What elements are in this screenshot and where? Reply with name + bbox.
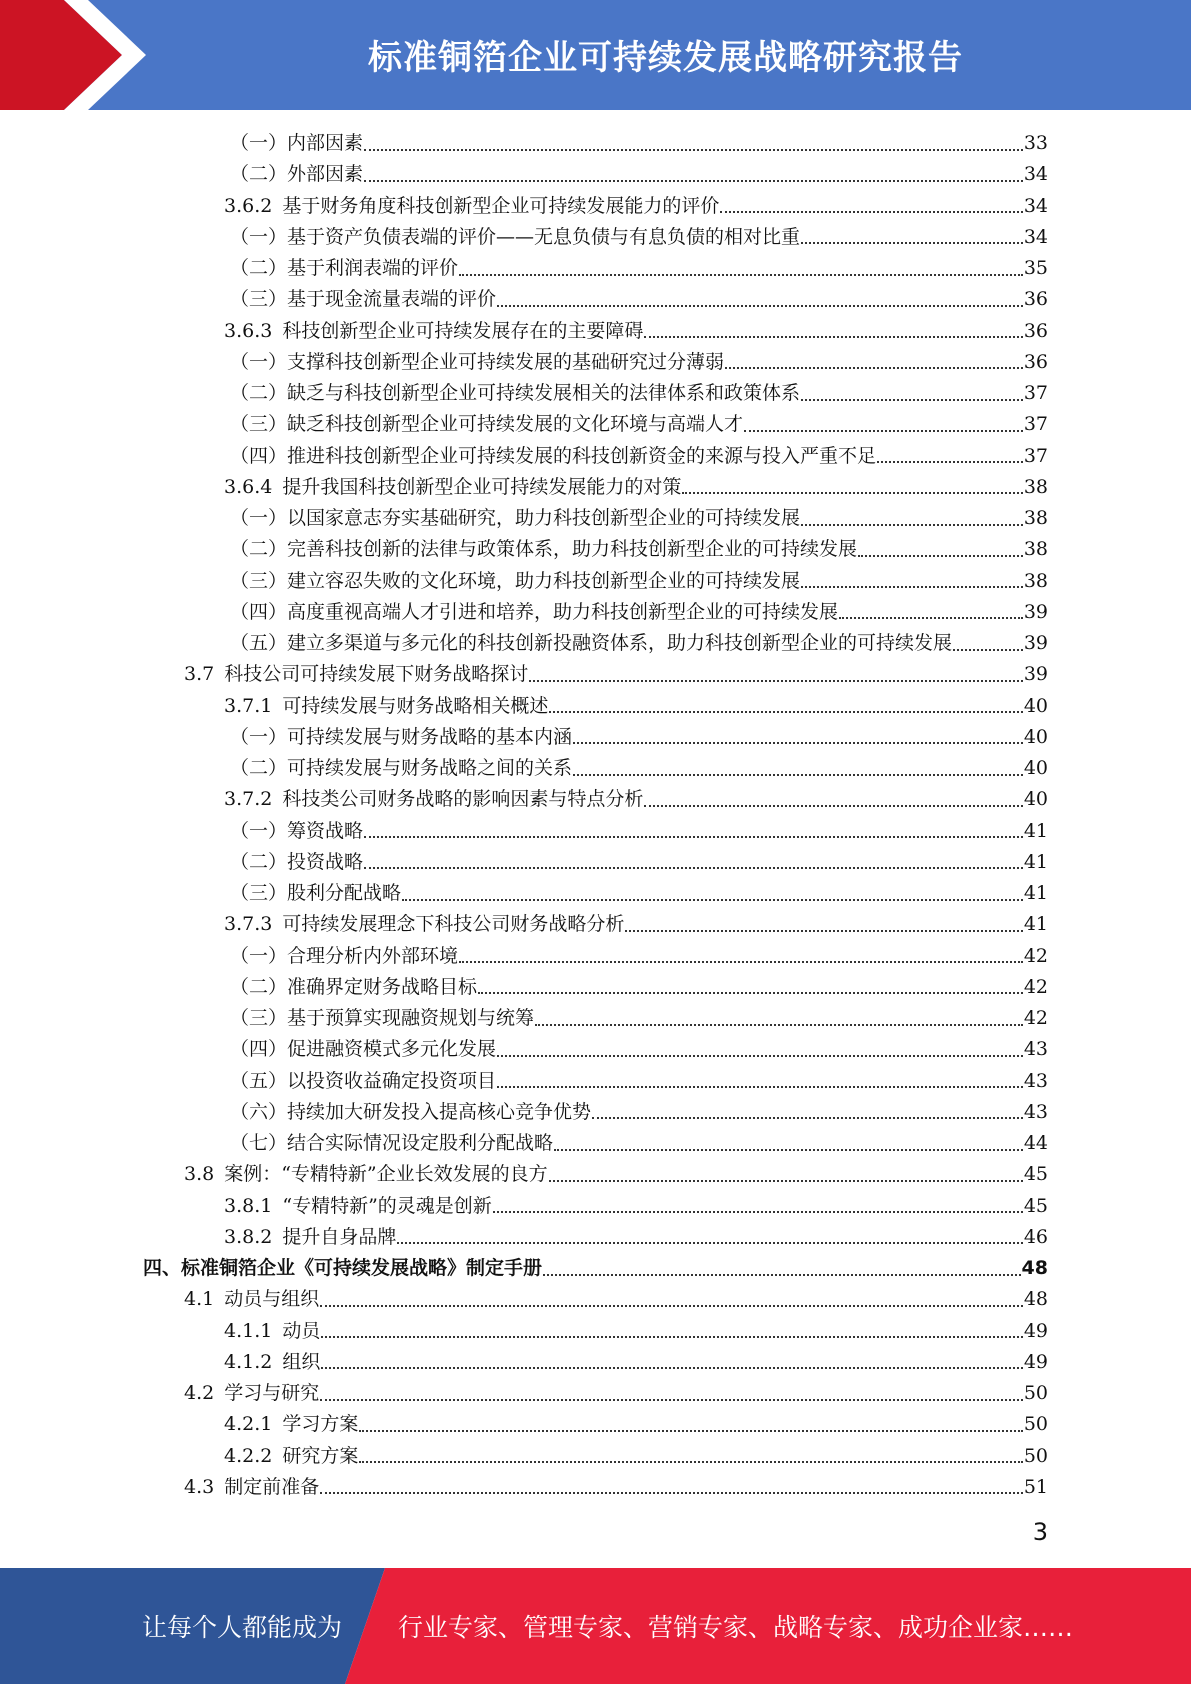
toc-entry-number: 4.3: [184, 1475, 215, 1498]
toc-entry-page: 34: [1023, 225, 1048, 248]
toc-dot-leader: [858, 555, 1023, 557]
toc-entry[interactable]: [143, 1253, 1048, 1284]
toc-entry-title: （七）结合实际情况设定股利分配战略: [230, 1132, 554, 1154]
toc-entry[interactable]: [230, 816, 1048, 847]
toc-entry-page: 39: [1023, 600, 1048, 623]
toc-entry[interactable]: [230, 628, 1048, 659]
toc-entry-page: 41: [1023, 882, 1048, 904]
toc-entry-page: 36: [1023, 288, 1048, 311]
toc-entry-number: 3.7.2: [224, 788, 273, 811]
toc-entry-title: （二）基于利润表端的评价: [230, 257, 459, 279]
toc-entry[interactable]: [230, 159, 1048, 190]
toc-dot-leader: [397, 1242, 1022, 1244]
toc-dot-leader: [839, 617, 1023, 619]
toc-entry-page: 39: [1023, 632, 1048, 654]
toc-dot-leader: [573, 742, 1023, 744]
toc-entry-page: 51: [1023, 1475, 1048, 1498]
toc-dot-leader: [877, 461, 1023, 463]
toc-entry-title: 学习方案: [282, 1413, 359, 1436]
toc-entry[interactable]: [230, 128, 1048, 159]
toc-entry-page: 50: [1023, 1444, 1048, 1467]
toc-entry-title: 基于财务角度科技创新型企业可持续发展能力的评价: [282, 194, 720, 217]
toc-entry-title: （二）外部因素: [230, 163, 364, 186]
toc-entry-page: 40: [1023, 725, 1048, 748]
toc-entry-page: 40: [1023, 757, 1048, 779]
toc-entry-title: 动员与组织: [224, 1288, 320, 1311]
toc-dot-leader: [801, 586, 1023, 588]
toc-entry-page: 38: [1023, 569, 1048, 592]
toc-dot-leader: [359, 1461, 1022, 1463]
toc-entry-page: 41: [1023, 819, 1048, 842]
toc-entry-page: 43: [1023, 1038, 1048, 1061]
toc-entry-number: 3.7.3: [224, 913, 273, 936]
toc-entry-page: 46: [1023, 1225, 1048, 1248]
toc-entry[interactable]: [230, 409, 1048, 440]
toc-entry-title: 可持续发展与财务战略相关概述: [282, 694, 549, 717]
toc-entry[interactable]: [224, 1409, 1048, 1440]
toc-entry-title: 可持续发展理念下科技公司财务战略分析: [282, 913, 625, 936]
toc-entry-title: （一）以国家意志夯实基础研究，助力科技创新型企业的可持续发展: [230, 507, 801, 529]
toc-entry-page: 50: [1023, 1382, 1048, 1404]
toc-entry-number: 3.6.2: [224, 194, 273, 217]
toc-dot-leader: [459, 961, 1023, 963]
toc-entry-title: （一）筹资战略: [230, 819, 364, 842]
toc-dot-leader: [720, 211, 1022, 213]
toc-entry-title: （一）合理分析内外部环境: [230, 944, 459, 967]
toc-entry-page: 34: [1023, 194, 1048, 217]
toc-entry[interactable]: [230, 534, 1048, 565]
toc-entry-page: 50: [1023, 1413, 1048, 1436]
toc-entry-title: （四）高度重视高端人才引进和培养，助力科技创新型企业的可持续发展: [230, 600, 839, 623]
toc-entry-title: （三）缺乏科技创新型企业可持续发展的文化环境与高端人才: [230, 413, 744, 436]
toc-dot-leader: [364, 180, 1023, 182]
toc-entry-title: 组织: [282, 1350, 321, 1373]
toc-entry[interactable]: [224, 1222, 1048, 1253]
toc-entry-page: 43: [1023, 1100, 1048, 1123]
toc-dot-leader: [497, 305, 1023, 307]
toc-dot-leader: [459, 274, 1023, 276]
toc-entry[interactable]: [224, 784, 1048, 815]
toc-entry-page: 37: [1023, 413, 1048, 436]
toc-entry[interactable]: [184, 1159, 1048, 1190]
toc-entry-page: 49: [1023, 1319, 1048, 1342]
footer-slogan-right: 行业专家、管理专家、营销专家、战略专家、成功企业家……: [398, 1613, 1074, 1642]
toc-dot-leader: [573, 774, 1023, 776]
toc-dot-leader: [493, 1211, 1023, 1213]
toc-dot-leader: [320, 1492, 1023, 1494]
toc-dot-leader: [543, 1274, 1021, 1276]
toc-entry-title: （三）基于现金流量表端的评价: [230, 288, 497, 311]
toc-entry-title: （四）推进科技创新型企业可持续发展的科技创新资金的来源与投入严重不足: [230, 444, 877, 467]
toc-entry-page: 49: [1023, 1350, 1048, 1373]
toc-dot-leader: [549, 711, 1022, 713]
toc-entry[interactable]: [184, 1472, 1048, 1503]
toc-entry[interactable]: [224, 1316, 1048, 1347]
toc-entry-page: 45: [1023, 1163, 1048, 1186]
toc-entry-title: 四、标准铜箔企业《可持续发展战略》制定手册: [143, 1257, 543, 1279]
toc-entry[interactable]: [184, 1378, 1048, 1409]
toc-entry[interactable]: [230, 566, 1048, 597]
toc-dot-leader: [801, 524, 1023, 526]
toc-entry-page: 36: [1023, 319, 1048, 342]
toc-entry-number: 4.2.2: [224, 1444, 273, 1467]
toc-dot-leader: [744, 430, 1023, 432]
toc-dot-leader: [625, 930, 1022, 932]
toc-dot-leader: [478, 992, 1023, 994]
toc-entry-number: 4.1.1: [224, 1319, 273, 1342]
toc-dot-leader: [535, 1024, 1023, 1026]
toc-entry-title: （三）基于预算实现融资规划与统筹: [230, 1007, 535, 1029]
toc-dot-leader: [529, 680, 1023, 682]
toc-entry-title: 提升自身品牌: [282, 1225, 397, 1248]
toc-entry[interactable]: [230, 847, 1048, 878]
toc-dot-leader: [554, 1149, 1023, 1151]
toc-entry[interactable]: [224, 191, 1048, 222]
toc-entry-number: 3.8.2: [224, 1225, 273, 1248]
toc-entry-title: （五）以投资收益确定投资项目: [230, 1069, 497, 1092]
toc-entry[interactable]: [230, 1128, 1048, 1159]
toc-entry[interactable]: [230, 222, 1048, 253]
toc-entry-title: （二）投资战略: [230, 850, 364, 873]
toc-entry-title: “专精特新”的灵魂是创新: [282, 1194, 492, 1217]
toc-dot-leader: [359, 1430, 1022, 1432]
toc-entry-number: 3.8.1: [224, 1194, 273, 1217]
toc-entry-number: 3.7: [184, 663, 215, 686]
footer-slogan-left: 让每个人都能成为: [142, 1613, 343, 1642]
toc-entry-page: 38: [1023, 538, 1048, 561]
toc-entry-number: 3.6.4: [224, 475, 273, 498]
toc-entry-page: 36: [1023, 350, 1048, 373]
toc-entry-page: 35: [1023, 257, 1048, 279]
report-title: 标准铜箔企业可持续发展战略研究报告: [368, 38, 963, 78]
toc-dot-leader: [321, 1367, 1022, 1369]
toc-entry[interactable]: [230, 284, 1048, 315]
toc-entry[interactable]: [230, 1034, 1048, 1065]
toc-entry-title: 科技类公司财务战略的影响因素与特点分析: [282, 788, 644, 811]
toc-entry[interactable]: [224, 909, 1048, 940]
toc-entry-page: 48: [1021, 1257, 1048, 1279]
toc-dot-leader: [320, 1305, 1023, 1307]
toc-entry-page: 40: [1023, 694, 1048, 717]
toc-entry[interactable]: [230, 1003, 1048, 1034]
toc-entry-title: 制定前准备: [224, 1475, 320, 1498]
toc-entry[interactable]: [230, 253, 1048, 284]
toc-dot-leader: [682, 492, 1022, 494]
page-header: [0, 0, 1191, 110]
toc-dot-leader: [497, 1086, 1023, 1088]
toc-entry-title: （一）可持续发展与财务战略的基本内涵: [230, 725, 573, 748]
toc-entry[interactable]: [230, 753, 1048, 784]
toc-entry-page: 44: [1023, 1132, 1048, 1154]
toc-entry-title: （一）内部因素: [230, 132, 364, 154]
toc-entry[interactable]: [230, 1066, 1048, 1097]
toc-entry-number: 4.1.2: [224, 1350, 273, 1373]
toc-entry-number: 4.2: [184, 1382, 215, 1404]
toc-dot-leader: [364, 149, 1023, 151]
toc-entry-title: 学习与研究: [224, 1382, 320, 1404]
toc-entry[interactable]: [224, 1441, 1048, 1472]
toc-entry-title: （二）准确界定财务战略目标: [230, 975, 478, 998]
toc-dot-leader: [801, 399, 1023, 401]
toc-entry[interactable]: [224, 1347, 1048, 1378]
toc-entry[interactable]: [224, 691, 1048, 722]
toc-entry-title: （六）持续加大研发投入提高核心竞争优势: [230, 1100, 592, 1123]
toc-entry-title: 科技创新型企业可持续发展存在的主要障碍: [282, 319, 644, 342]
toc-entry-number: 3.7.1: [224, 694, 273, 717]
toc-dot-leader: [364, 867, 1023, 869]
toc-entry-page: 42: [1023, 944, 1048, 967]
toc-entry-page: 42: [1023, 975, 1048, 998]
toc-entry[interactable]: [230, 1097, 1048, 1128]
toc-entry-page: 41: [1023, 850, 1048, 873]
toc-entry-title: （一）支撑科技创新型企业可持续发展的基础研究过分薄弱: [230, 350, 725, 373]
toc-entry[interactable]: [230, 941, 1048, 972]
toc-entry-number: 3.8: [184, 1163, 215, 1186]
toc-entry-page: 41: [1023, 913, 1048, 936]
toc-entry-title: 科技公司可持续发展下财务战略探讨: [224, 663, 529, 686]
toc-entry-title: 案例：“专精特新”企业长效发展的良方: [224, 1163, 548, 1186]
toc-dot-leader: [725, 367, 1023, 369]
toc-entry-page: 42: [1023, 1007, 1048, 1029]
toc-entry-title: （三）建立容忍失败的文化环境，助力科技创新型企业的可持续发展: [230, 569, 801, 592]
toc-dot-leader: [549, 1180, 1023, 1182]
toc-dot-leader: [801, 242, 1023, 244]
toc-entry-page: 40: [1023, 788, 1048, 811]
toc-entry[interactable]: [230, 597, 1048, 628]
toc-entry-page: 37: [1023, 444, 1048, 467]
toc-dot-leader: [402, 899, 1023, 901]
toc-entry-title: （四）促进融资模式多元化发展: [230, 1038, 497, 1061]
toc-entry[interactable]: [230, 378, 1048, 409]
toc-entry[interactable]: [230, 878, 1048, 909]
toc-dot-leader: [321, 1336, 1022, 1338]
toc-dot-leader: [497, 1055, 1023, 1057]
toc-entry-title: （一）基于资产负债表端的评价——无息负债与有息负债的相对比重: [230, 225, 801, 248]
toc-entry[interactable]: [230, 441, 1048, 472]
toc-entry-title: 提升我国科技创新型企业可持续发展能力的对策: [282, 475, 682, 498]
toc-entry[interactable]: [230, 347, 1048, 378]
toc-entry-title: （二）完善科技创新的法律与政策体系，助力科技创新型企业的可持续发展: [230, 538, 858, 561]
toc-entry-title: 动员: [282, 1319, 321, 1342]
toc-dot-leader: [320, 1399, 1023, 1401]
toc-entry-number: 4.2.1: [224, 1413, 273, 1436]
toc-entry[interactable]: [184, 659, 1048, 690]
toc-entry-title: 研究方案: [282, 1444, 359, 1467]
toc-entry-page: 34: [1023, 163, 1048, 186]
toc-entry-page: 38: [1023, 475, 1048, 498]
toc-entry-page: 39: [1023, 663, 1048, 686]
toc-entry-page: 38: [1023, 507, 1048, 529]
toc-dot-leader: [644, 805, 1022, 807]
toc-entry[interactable]: [230, 503, 1048, 534]
page-number: 3: [1032, 1518, 1048, 1546]
page-footer: [0, 1568, 1191, 1684]
toc-dot-leader: [644, 336, 1022, 338]
toc-entry-title: （五）建立多渠道与多元化的科技创新投融资体系，助力科技创新型企业的可持续发展: [230, 632, 953, 654]
toc-entry[interactable]: [224, 472, 1048, 503]
toc-entry-page: 37: [1023, 382, 1048, 404]
toc-entry[interactable]: [230, 972, 1048, 1003]
toc-entry-title: （二）缺乏与科技创新型企业可持续发展相关的法律体系和政策体系: [230, 382, 801, 404]
toc-entry[interactable]: [224, 1191, 1048, 1222]
toc-entry-number: 3.6.3: [224, 319, 273, 342]
toc-entry-page: 43: [1023, 1069, 1048, 1092]
toc-entry-page: 45: [1023, 1194, 1048, 1217]
toc-entry-page: 33: [1023, 132, 1048, 154]
toc-dot-leader: [592, 1117, 1023, 1119]
toc-entry-title: （三）股利分配战略: [230, 882, 402, 904]
toc-entry[interactable]: [184, 1284, 1048, 1315]
toc-dot-leader: [953, 649, 1023, 651]
toc-entry-page: 48: [1023, 1288, 1048, 1311]
toc-entry-title: （二）可持续发展与财务战略之间的关系: [230, 757, 573, 779]
toc-entry[interactable]: [230, 722, 1048, 753]
toc-entry-number: 4.1: [184, 1288, 215, 1311]
toc-entry[interactable]: [224, 316, 1048, 347]
toc-dot-leader: [364, 836, 1023, 838]
